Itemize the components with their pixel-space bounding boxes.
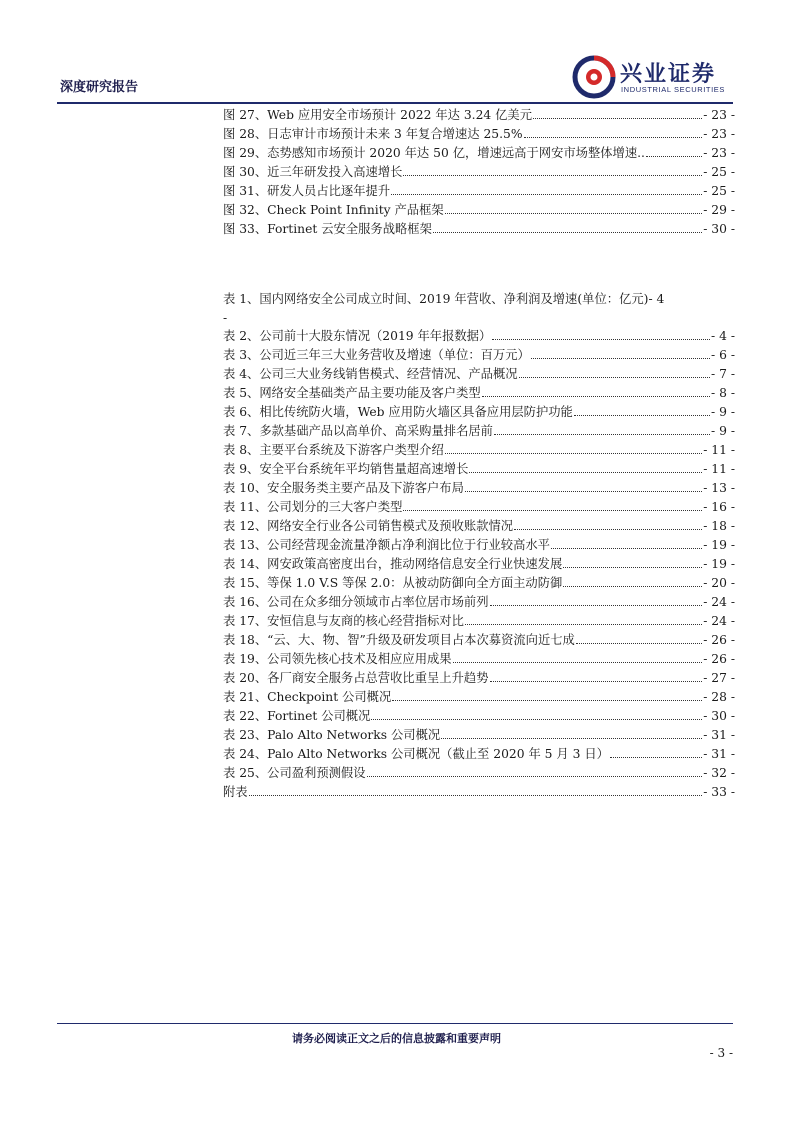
toc-entry-page: - 23 - bbox=[703, 127, 735, 141]
logo-english-name: INDUSTRIAL SECURITIES bbox=[621, 85, 726, 94]
dot-leader bbox=[563, 574, 702, 587]
toc-entry[interactable] bbox=[223, 441, 735, 460]
toc-entry-page: - 7 - bbox=[711, 367, 735, 381]
dot-leader bbox=[371, 707, 702, 720]
toc-entry-label: 表 23、Palo Alto Networks 公司概况 bbox=[223, 728, 441, 742]
toc-entry-label: 表 1、国内网络安全公司成立时间、2019 年营收、净利润及增速(单位：亿元) bbox=[223, 292, 649, 306]
dot-leader bbox=[533, 106, 702, 119]
toc-entry-label: 表 6、相比传统防火墙，Web 应用防火墙区具备应用层防护功能 bbox=[223, 405, 573, 419]
toc-entry-page: - 23 - bbox=[703, 108, 735, 122]
toc-entry-table-1[interactable] bbox=[223, 290, 735, 327]
toc-entry-page: - 33 - bbox=[703, 785, 735, 799]
toc-entry-page: - 23 - bbox=[703, 146, 735, 160]
toc-entry-label: 表 7、多款基础产品以高单价、高采购量排名居前 bbox=[223, 424, 493, 438]
dot-leader bbox=[469, 460, 702, 473]
toc-entry-page: - 31 - bbox=[703, 747, 735, 761]
toc-entry-page-continuation: - bbox=[223, 311, 228, 325]
toc-entry-label: 表 3、公司近三年三大业务营收及增速（单位：百万元） bbox=[223, 348, 530, 362]
dot-leader bbox=[576, 631, 702, 644]
toc-entry[interactable] bbox=[223, 498, 735, 517]
toc-entry[interactable] bbox=[223, 631, 735, 650]
toc-entry-page: - 24 - bbox=[703, 595, 735, 609]
toc-entry-label: 表 21、Checkpoint 公司概况 bbox=[223, 690, 392, 704]
toc-entry-page: - 27 - bbox=[703, 671, 735, 685]
dot-leader bbox=[403, 163, 702, 176]
toc-entry[interactable] bbox=[223, 460, 735, 479]
toc-entry-page: - 19 - bbox=[703, 538, 735, 552]
toc-entry-label: 表 8、主要平台系统及下游客户类型介绍 bbox=[223, 443, 444, 457]
dot-leader bbox=[574, 403, 710, 416]
toc-entry-page: - 32 - bbox=[703, 766, 735, 780]
toc-entry-page: - 28 - bbox=[703, 690, 735, 704]
toc-entry-page: - 9 - bbox=[711, 424, 735, 438]
dot-leader bbox=[490, 593, 703, 606]
toc-entry-page: - 31 - bbox=[703, 728, 735, 742]
toc-entry[interactable] bbox=[223, 422, 735, 441]
disclaimer-note: 请务必阅读正文之后的信息披露和重要声明 bbox=[292, 1032, 501, 1045]
header-divider bbox=[57, 102, 733, 104]
toc-entry-page: - 25 - bbox=[703, 165, 735, 179]
toc-entry-label: 表 17、安恒信息与友商的核心经营指标对比 bbox=[223, 614, 464, 628]
toc-entry[interactable] bbox=[223, 745, 735, 764]
toc-entry-page: - 26 - bbox=[703, 633, 735, 647]
company-logo bbox=[572, 55, 742, 99]
toc-entry-label: 图 30、近三年研发投入高速增长 bbox=[223, 165, 403, 179]
toc-entry[interactable] bbox=[223, 384, 735, 403]
toc-entry-label: 附表 bbox=[223, 785, 248, 799]
toc-entry-page: - 24 - bbox=[703, 614, 735, 628]
toc-entry-label: 表 20、各厂商安全服务占总营收比重呈上升趋势 bbox=[223, 671, 489, 685]
toc-entry[interactable] bbox=[223, 106, 735, 125]
dot-leader bbox=[563, 555, 702, 568]
dot-leader bbox=[445, 441, 702, 454]
toc-entry-label: 图 33、Fortinet 云安全服务战略框架 bbox=[223, 222, 432, 236]
dot-leader bbox=[482, 384, 710, 397]
toc-entry[interactable] bbox=[223, 163, 735, 182]
toc-entry-page: - 19 - bbox=[703, 557, 735, 571]
dot-leader bbox=[445, 201, 703, 214]
dot-leader bbox=[551, 536, 702, 549]
toc-entry[interactable] bbox=[223, 220, 735, 239]
toc-entry[interactable] bbox=[223, 327, 735, 346]
figure-index-list bbox=[223, 106, 735, 239]
toc-entry[interactable] bbox=[223, 479, 735, 498]
dot-leader bbox=[610, 745, 702, 758]
dot-leader bbox=[465, 479, 702, 492]
toc-entry[interactable] bbox=[223, 726, 735, 745]
logo-emblem-icon bbox=[572, 55, 616, 99]
toc-entry[interactable] bbox=[223, 593, 735, 612]
toc-entry[interactable] bbox=[223, 650, 735, 669]
toc-entry-label: 表 4、公司三大业务线销售模式、经营情况、产品概况 bbox=[223, 367, 518, 381]
toc-entry[interactable] bbox=[223, 536, 735, 555]
toc-entry[interactable] bbox=[223, 365, 735, 384]
toc-entry[interactable] bbox=[223, 144, 735, 163]
toc-entry[interactable] bbox=[223, 517, 735, 536]
toc-entry-page: - 25 - bbox=[703, 184, 735, 198]
toc-entry[interactable] bbox=[223, 201, 735, 220]
dot-leader bbox=[514, 517, 702, 530]
dot-leader bbox=[531, 346, 710, 359]
toc-entry-label: 图 31、研发人员占比逐年提升 bbox=[223, 184, 391, 198]
toc-entry-page: - 18 - bbox=[703, 519, 735, 533]
table-index-list bbox=[223, 290, 735, 802]
toc-entry-page: - 11 - bbox=[703, 443, 735, 457]
toc-entry-page: - 8 - bbox=[711, 386, 735, 400]
toc-entry[interactable] bbox=[223, 125, 735, 144]
dot-leader bbox=[391, 182, 702, 195]
toc-entry-label: 表 5、网络安全基础类产品主要功能及客户类型 bbox=[223, 386, 481, 400]
toc-entry-label: 表 12、网络安全行业各公司销售模式及预收账款情况 bbox=[223, 519, 514, 533]
dot-leader bbox=[433, 220, 702, 233]
toc-entry[interactable] bbox=[223, 707, 735, 726]
toc-entry-label: 表 2、公司前十大股东情况（2019 年年报数据） bbox=[223, 329, 492, 343]
toc-entry-label: 表 25、公司盈利预测假设 bbox=[223, 766, 366, 780]
dot-leader bbox=[494, 422, 710, 435]
dot-leader bbox=[403, 498, 702, 511]
toc-entry-page: - 4 bbox=[648, 292, 665, 306]
dot-leader bbox=[249, 783, 703, 796]
toc-entry-page: - 20 - bbox=[703, 576, 735, 590]
dot-leader bbox=[490, 669, 703, 682]
dot-leader bbox=[492, 327, 710, 340]
toc-entry-label: 表 16、公司在众多细分领域市占率位居市场前列 bbox=[223, 595, 489, 609]
toc-entry[interactable] bbox=[223, 783, 735, 802]
dot-leader bbox=[453, 650, 703, 663]
toc-entry[interactable] bbox=[223, 182, 735, 201]
toc-entry-label: 表 11、公司划分的三大客户类型 bbox=[223, 500, 403, 514]
toc-entry-label: 表 24、Palo Alto Networks 公司概况（截止至 2020 年 5 月 3 日） bbox=[223, 747, 609, 761]
toc-entry-label: 表 9、安全平台系统年平均销售量超高速增长 bbox=[223, 462, 469, 476]
dot-leader bbox=[392, 688, 702, 701]
toc-entry-label: 图 28、日志审计市场预计未来 3 年复合增速达 25.5% bbox=[223, 127, 523, 141]
dot-leader bbox=[524, 125, 703, 138]
toc-entry-page: - 16 - bbox=[703, 500, 735, 514]
toc-entry-label: 表 10、安全服务类主要产品及下游客户布局 bbox=[223, 481, 464, 495]
toc-entry[interactable] bbox=[223, 346, 735, 365]
toc-entry[interactable] bbox=[223, 764, 735, 783]
toc-entry-label: 表 22、Fortinet 公司概况 bbox=[223, 709, 371, 723]
toc-entry[interactable] bbox=[223, 403, 735, 422]
logo-chinese-name: 兴业证券 bbox=[620, 62, 717, 87]
toc-entry-label: 表 13、公司经营现金流量净额占净利润比位于行业较高水平 bbox=[223, 538, 550, 552]
toc-entry[interactable] bbox=[223, 612, 735, 631]
toc-entry-label: 图 32、Check Point Infinity 产品框架 bbox=[223, 203, 444, 217]
dot-leader bbox=[367, 764, 703, 777]
footer-divider bbox=[57, 1023, 733, 1024]
toc-entry-page: - 11 - bbox=[703, 462, 735, 476]
toc-entry-page: - 30 - bbox=[703, 709, 735, 723]
toc-entry-label: 表 15、等保 1.0 V.S 等保 2.0：从被动防御向全方面主动防御 bbox=[223, 576, 563, 590]
toc-entry-page: - 30 - bbox=[703, 222, 735, 236]
toc-entry-page: - 4 - bbox=[711, 329, 735, 343]
toc-entry[interactable] bbox=[223, 688, 735, 707]
dot-leader bbox=[465, 612, 702, 625]
toc-entry-page: - 26 - bbox=[703, 652, 735, 666]
toc-entry-label: 表 18、“云、大、物、智”升级及研发项目占本次募资流向近七成 bbox=[223, 633, 575, 647]
toc-entry-page: - 13 - bbox=[703, 481, 735, 495]
page-number: - 3 - bbox=[709, 1046, 733, 1060]
toc-entry-label: 表 19、公司领先核心技术及相应应用成果 bbox=[223, 652, 452, 666]
toc-entry-page: - 29 - bbox=[703, 203, 735, 217]
toc-entry[interactable] bbox=[223, 555, 735, 574]
toc-entry-label: 图 27、Web 应用安全市场预计 2022 年达 3.24 亿美元 bbox=[223, 108, 533, 122]
report-type-label: 深度研究报告 bbox=[60, 80, 139, 95]
dot-leader bbox=[441, 726, 702, 739]
dot-leader bbox=[646, 144, 702, 157]
dot-leader bbox=[519, 365, 710, 378]
toc-entry[interactable] bbox=[223, 669, 735, 688]
toc-entry-page: - 6 - bbox=[711, 348, 735, 362]
toc-entry[interactable] bbox=[223, 574, 735, 593]
toc-entry-label: 表 14、网安政策高密度出台，推动网络信息安全行业快速发展 bbox=[223, 557, 563, 571]
toc-entry-page: - 9 - bbox=[711, 405, 735, 419]
toc-entry-label: 图 29、态势感知市场预计 2020 年达 50 亿，增速远高于网安市场整体增速.. bbox=[223, 146, 645, 160]
